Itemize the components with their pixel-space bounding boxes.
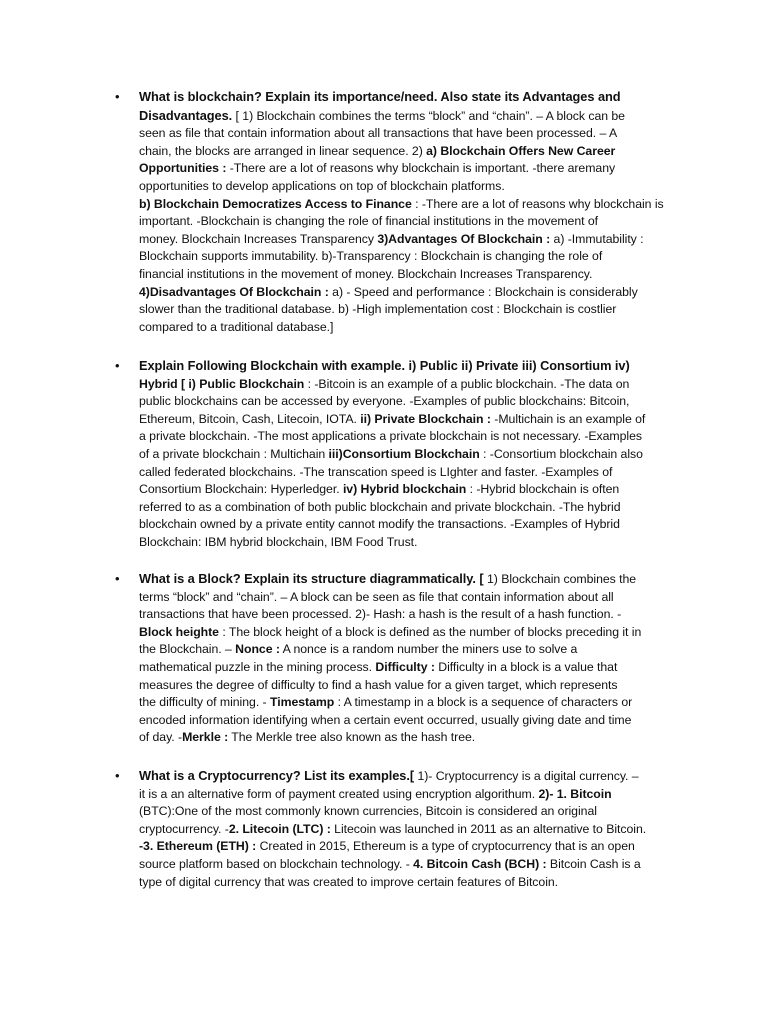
question-4-item <box>115 767 679 891</box>
text-run: 1)- Cryptocurrency is a digital currency. – <box>414 769 639 783</box>
text-line <box>139 107 679 126</box>
text-line <box>139 729 679 747</box>
text-line <box>139 428 679 446</box>
bold-text-run: -3. Ethereum (ETH) : <box>139 839 257 854</box>
text-line <box>139 874 679 892</box>
text-run: type of digital currency that was created to improve certain features of Bitcoin. <box>139 874 559 889</box>
text-run: the Blockchain. – <box>139 642 236 657</box>
text-line <box>139 88 679 107</box>
text-run: [ 1) Blockchain combines the terms “block” and “chain”. – A block can be <box>232 108 625 123</box>
question-3-item <box>115 570 679 747</box>
question-4-text <box>139 767 679 891</box>
text-run: Litecoin was launched in 2011 as an alternative to Bitcoin. <box>330 821 647 836</box>
text-run: public blockchains can be accessed by everyone. -Examples of public blockchains: Bitcoin, <box>139 394 630 409</box>
text-line <box>139 319 679 337</box>
text-run: cryptocurrency. - <box>139 821 229 836</box>
text-line <box>139 589 679 607</box>
bullet-icon: • <box>115 571 120 586</box>
text-line <box>139 856 679 874</box>
text-run: encoded information identifying when a certain event occurred, usually giving date and time <box>139 712 632 727</box>
text-run: Consortium Blockchain: Hyperledger. <box>139 482 343 497</box>
text-line <box>139 196 679 214</box>
bullet-icon: • <box>115 768 120 783</box>
text-line <box>139 803 679 821</box>
text-line <box>139 786 679 804</box>
text-run: The Merkle tree also known as the hash tree. <box>228 730 476 745</box>
bold-text-run: a) Blockchain Offers New Career <box>426 143 616 158</box>
text-line <box>139 659 679 677</box>
text-line <box>139 516 679 534</box>
text-run: 1) Blockchain combines the <box>483 572 637 586</box>
bold-text-run: Merkle : <box>182 730 229 745</box>
text-run: : -Bitcoin is an example of a public blockchain. -The data on <box>304 376 630 391</box>
bold-text-run: Opportunities : <box>139 161 227 176</box>
text-run: (BTC):One of the most commonly known currencies, Bitcoin is considered an original <box>139 804 597 819</box>
text-line <box>139 248 679 266</box>
bold-text-run: What is a Block? Explain its structure diagrammatically. [ <box>139 571 484 586</box>
text-line <box>139 570 679 589</box>
text-line <box>139 143 679 161</box>
bold-text-run: 4. Bitcoin Cash (BCH) : <box>413 856 547 871</box>
text-line <box>139 231 679 249</box>
text-run: a) -Immutability : <box>550 231 644 246</box>
text-line <box>139 624 679 642</box>
text-line <box>139 393 679 411</box>
text-line <box>139 606 679 624</box>
text-run: called federated blockchains. -The transcation speed is LIghter and faster. -Examples of <box>139 464 613 479</box>
question-3-text <box>139 570 679 747</box>
text-line <box>139 464 679 482</box>
text-run: a) - Speed and performance : Blockchain is considerably <box>328 284 638 299</box>
text-run: it is a an alternative form of payment created using encryption algorithum. <box>139 786 539 801</box>
bold-text-run: ii) Private Blockchain : <box>360 411 491 426</box>
text-run: terms “block” and “chain”. – A block can be seen as file that contain information about all <box>139 589 614 604</box>
bold-text-run: What is blockchain? Explain its importance/need. Also state its Advantages and <box>139 89 621 104</box>
text-run: A nonce is a random number the miners use to solve a <box>279 642 578 657</box>
text-run: Ethereum, Bitcoin, Cash, Litecoin, IOTA. <box>139 411 361 426</box>
question-2-item <box>115 357 679 552</box>
text-run: money. Blockchain Increases Transparency <box>139 231 378 246</box>
bullet-icon: • <box>115 358 120 373</box>
text-run: important. -Blockchain is changing the role of financial institutions in the movement of <box>139 214 599 229</box>
question-1-text <box>139 88 679 336</box>
bold-text-run: 3)Advantages Of Blockchain : <box>377 231 551 246</box>
text-line <box>139 284 679 302</box>
text-run: referred to as a combination of both public blockchain and private blockchain. -The hybrid <box>139 499 621 514</box>
text-line <box>139 266 679 284</box>
text-run: : A timestamp in a block is a sequence of characters or <box>334 695 633 710</box>
text-run: : -Consortium blockchain also <box>479 446 643 461</box>
question-1-item <box>115 88 679 336</box>
bold-text-run: Block heighte <box>139 624 219 639</box>
text-run: Bitcoin Cash is a <box>546 856 641 871</box>
text-line <box>139 821 679 839</box>
text-run: of day. - <box>139 730 183 745</box>
text-run: a private blockchain. -The most applications a private blockchain is not necessary. -Examples <box>139 429 642 444</box>
text-line <box>139 376 679 394</box>
bold-text-run: Disadvantages. <box>139 107 233 123</box>
text-line <box>139 767 679 786</box>
text-line <box>139 357 679 376</box>
text-run: opportunities to develop applications on top of blockchain platforms. <box>139 178 505 193</box>
text-run: source platform based on blockchain technology. - <box>139 856 414 871</box>
text-run: blockchain owned by a private entity cannot modify the transactions. -Examples of Hybrid <box>139 517 620 532</box>
text-run: transactions that have been processed. 2)- Hash: a hash is the result of a hash function. - <box>139 607 622 622</box>
text-run: the difficulty of mining. - <box>139 695 270 710</box>
bold-text-run: iv) Hybrid blockchain <box>342 482 467 497</box>
text-run: financial institutions in the movement of money. Blockchain Increases Transparency. <box>139 266 593 281</box>
text-line <box>139 694 679 712</box>
text-run: : -There are a lot of reasons why blockchain is <box>411 196 664 211</box>
bold-text-run: 2. Litecoin (LTC) : <box>228 821 331 836</box>
text-line <box>139 178 679 196</box>
bold-text-run: b) Blockchain Democratizes Access to Finance <box>139 196 412 211</box>
text-line <box>139 481 679 499</box>
text-line <box>139 160 679 178</box>
bold-text-run: 2)- 1. Bitcoin <box>538 786 612 801</box>
text-run: compared to a traditional database.] <box>139 319 334 334</box>
text-run: measures the degree of difficulty to find a hash value for a given target, which represents <box>139 677 618 692</box>
text-run: -Multichain is an example of <box>490 411 646 426</box>
text-run: : -Hybrid blockchain is often <box>466 482 620 497</box>
text-run: Blockchain: IBM hybrid blockchain, IBM Food Trust. <box>139 534 418 549</box>
text-line <box>139 301 679 319</box>
text-line <box>139 838 679 856</box>
text-run: Difficulty in a block is a value that <box>434 659 618 674</box>
bold-text-run: 4)Disadvantages Of Blockchain : <box>139 284 329 299</box>
bold-text-run: Hybrid [ i) Public Blockchain <box>139 376 305 391</box>
text-run: seen as file that contain information about all transactions that have been processed. – A <box>139 126 618 141</box>
bold-text-run: Difficulty : <box>375 659 435 674</box>
bold-text-run: Timestamp <box>269 695 335 710</box>
bold-text-run: Explain Following Blockchain with example. i) Public ii) Private iii) Consortium iv) <box>139 358 630 373</box>
text-line <box>139 411 679 429</box>
text-run: : The block height of a block is defined as the number of blocks preceding it in <box>218 624 642 639</box>
bold-text-run: iii)Consortium Blockchain <box>328 446 480 461</box>
text-line <box>139 712 679 730</box>
question-2-text <box>139 357 679 552</box>
text-line <box>139 125 679 143</box>
text-run: slower than the traditional database. b) -High implementation cost : Blockchain is costlier <box>139 302 617 317</box>
text-line <box>139 641 679 659</box>
bold-text-run: Nonce : <box>235 642 280 657</box>
text-line <box>139 213 679 231</box>
text-line <box>139 534 679 552</box>
text-line <box>139 499 679 517</box>
text-run: chain, the blocks are arranged in linear sequence. 2) <box>139 143 427 158</box>
bullet-icon: • <box>115 89 120 104</box>
text-run: Blockchain supports immutability. b)-Transparency : Blockchain is changing the role of <box>139 249 603 264</box>
text-run: of a private blockchain : Multichain <box>139 446 329 461</box>
text-run: mathematical puzzle in the mining process. <box>139 659 376 674</box>
text-run: -There are a lot of reasons why blockchain is important. -there aremany <box>226 161 616 176</box>
text-line <box>139 677 679 695</box>
bold-text-run: What is a Cryptocurrency? List its examples.[ <box>139 768 415 783</box>
text-run: Created in 2015, Ethereum is a type of cryptocurrency that is an open <box>256 839 635 854</box>
text-line <box>139 446 679 464</box>
